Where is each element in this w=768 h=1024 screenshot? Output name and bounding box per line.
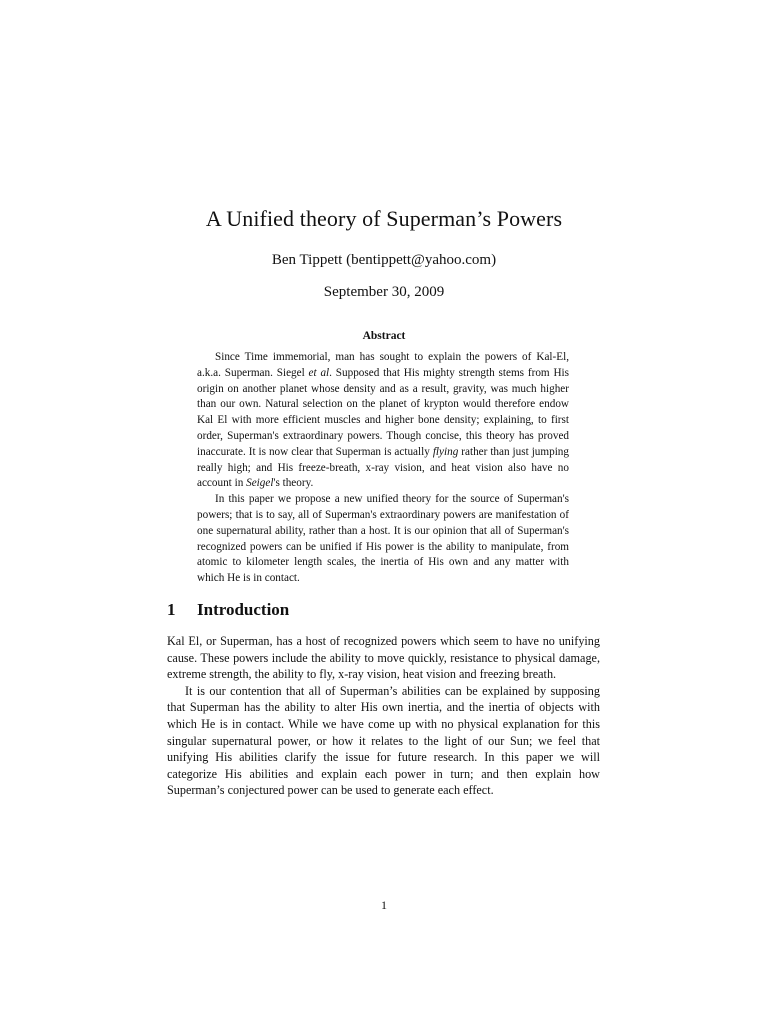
author-line: Ben Tippett (bentippett@yahoo.com)	[271, 252, 497, 268]
abstract-text: Since Time immemorial, man has sought to explain the powers of Kal-El, a.k.a. Superman. Siegel	[197, 351, 569, 379]
abstract-paragraph-2: In this paper we propose a new unified theory for the source of Superman's powers; that is to say, all of Superman's extraordinary powers are manifestation of one supernatural ability, rather than a host. It is our opinion that all of Superman's recognized powers can be unified if His power is the ability to manipulate, from atomic to kilometer length scales, the inertia of His own and any matter with which He is in contact.	[197, 493, 569, 585]
abstract-italic: Seigel	[246, 477, 274, 490]
paper-title: A Unified theory of Superman’s Powers	[205, 206, 563, 231]
body-paragraph-2: It is our contention that all of Superman’s abilities can be explained by supposing that Superman has the ability to alter His own inertia, and the inertia of objects with which He is in contact. While we have come up with no physical explanation for this singular supernatural power, or how it relates to the light of our Sun; we feel that unifying His abilities clarify the issue for future research. In this paper we will categorize His abilities and explain each power in turn; and then explain how Superman’s conjectured power can be used to generate each effect.	[167, 683, 600, 798]
section-heading	[167, 600, 289, 620]
abstract-text: rather than just jumping really high; and His freeze-breath, x-ray vision, and heat vision also have no account in	[197, 445, 569, 490]
section-number: 1	[167, 600, 176, 619]
abstract-body	[197, 350, 569, 587]
abstract-italic: et al	[308, 366, 330, 379]
section-title: Introduction	[197, 600, 290, 619]
abstract-text: . Supposed that His mighty strength stems from His origin on another planet whose density and as a result, gravity, was much higher than our own. Natural selection on the planet of krypton would therefore endow Kal El with more efficient muscles and higher bone density; explaining, to first order, Superman's extraordinary powers. Though concise, this theory has proved inaccurate. It is now clear that Superman is actually	[197, 366, 569, 458]
body-paragraph-1: Kal El, or Superman, has a host of recognized powers which seem to have no unifying cause. These powers include the ability to move quickly, resistance to physical damage, extreme strength, the ability to fly, x-ray vision, heat vision and freezing breath.	[167, 634, 600, 682]
abstract-text: 's theory.	[273, 477, 314, 490]
abstract-heading: Abstract	[362, 330, 406, 342]
date-line: September 30, 2009	[323, 284, 445, 300]
abstract-paragraph-1	[197, 350, 569, 492]
section-body	[167, 633, 600, 799]
page-number: 1	[381, 898, 387, 912]
abstract-italic: flying	[432, 445, 459, 458]
